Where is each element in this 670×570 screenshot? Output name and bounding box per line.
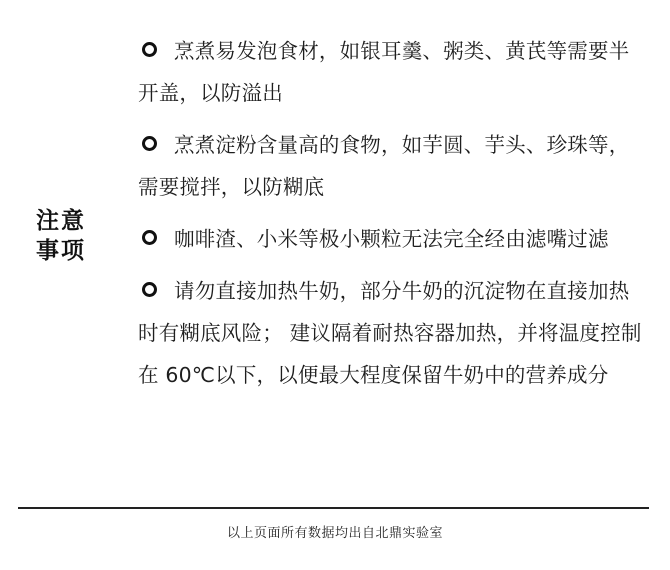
note-text: 烹煮易发泡食材，如银耳羹、粥类、黄芪等需要半开盖，以防溢出 bbox=[138, 39, 630, 105]
ring-bullet-icon bbox=[142, 282, 157, 297]
notes-heading-line-2: 事项 bbox=[36, 238, 86, 264]
note-item bbox=[138, 30, 643, 114]
note-text: 烹煮淀粉含量高的食物，如芋圆、芋头、珍珠等，需要搅拌，以防糊底 bbox=[138, 133, 630, 199]
ring-bullet-icon bbox=[142, 42, 157, 57]
note-text: 咖啡渣、小米等极小颗粒无法完全经由滤嘴过滤 bbox=[174, 227, 609, 251]
notes-list bbox=[138, 30, 643, 406]
note-text: 请勿直接加热牛奶，部分牛奶的沉淀物在直接加热时有糊底风险； 建议隔着耐热容器加热，并将温度控制在 60℃以下，以便最大程度保留牛奶中的营养成分 bbox=[138, 279, 642, 387]
note-item bbox=[138, 270, 643, 396]
note-item bbox=[138, 124, 643, 208]
footer-note: 以上页面所有数据均出自北鼎实验室 bbox=[226, 526, 443, 541]
note-item bbox=[138, 218, 643, 260]
notes-heading bbox=[36, 206, 96, 266]
ring-bullet-icon bbox=[142, 136, 157, 151]
ring-bullet-icon bbox=[142, 230, 157, 245]
notes-heading-line-1: 注意 bbox=[36, 208, 86, 234]
footer-divider bbox=[18, 507, 649, 509]
